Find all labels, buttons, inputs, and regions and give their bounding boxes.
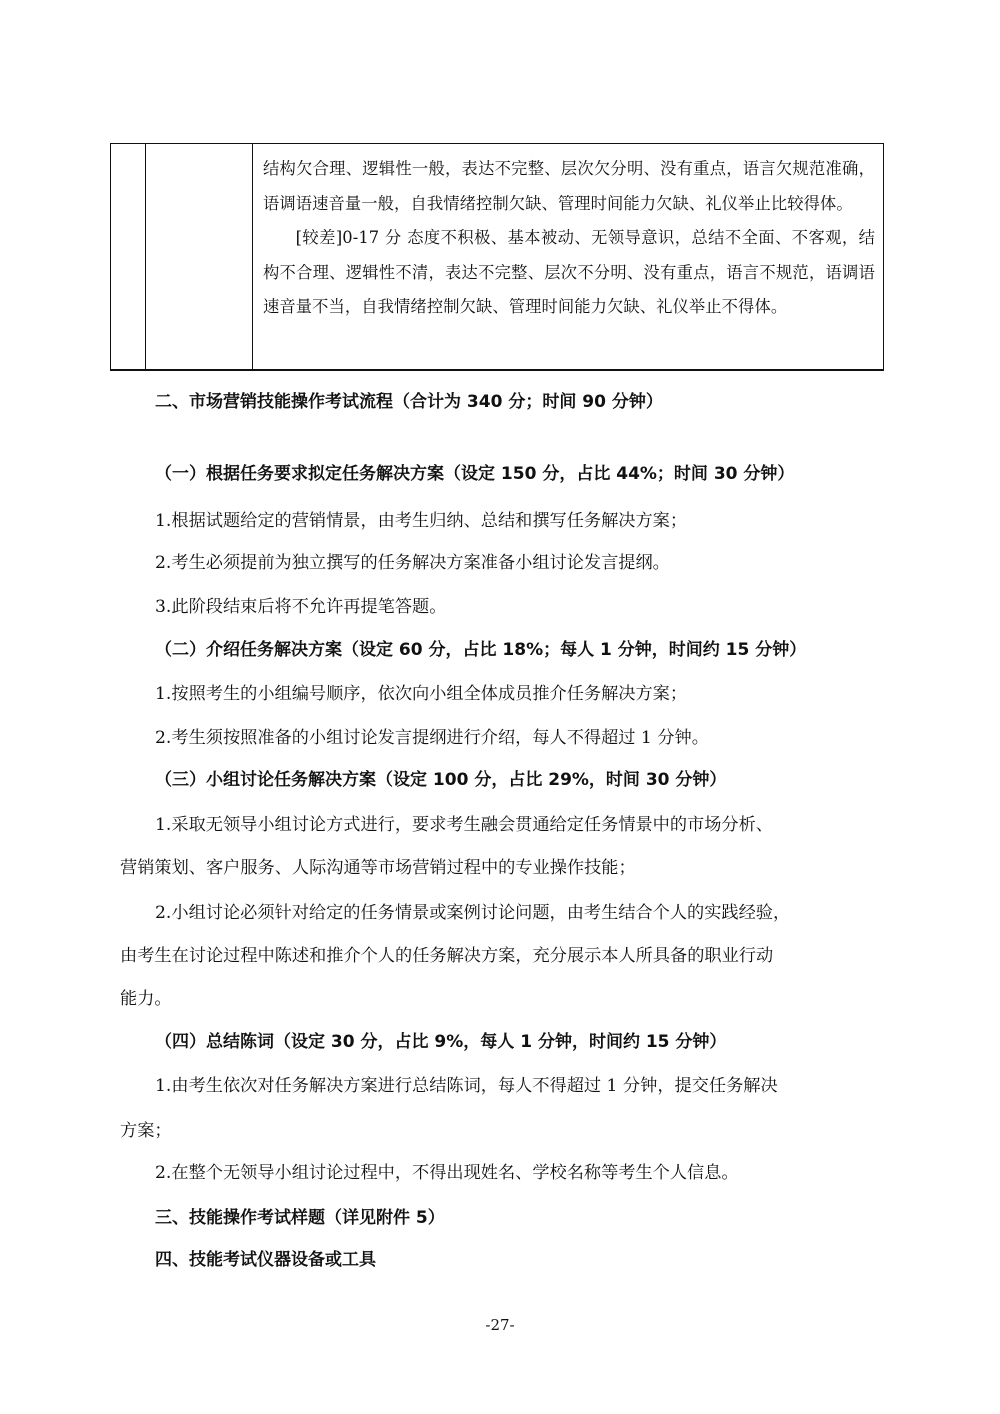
list-item: 1.根据试题给定的营销情景，由考生归纳、总结和撰写任务解决方案； — [155, 511, 688, 531]
rubric-cell — [263, 152, 875, 325]
section-3-heading: 三、技能操作考试样题（详见附件 5） — [155, 1208, 445, 1228]
table-column-divider — [145, 144, 146, 369]
table-column-divider — [252, 144, 253, 369]
list-item: 1.采取无领导小组讨论方式进行，要求考生融会贯通给定任务情景中的市场分析、 — [155, 815, 773, 835]
list-item: 3.此阶段结束后将不允许再提笔答题。 — [155, 597, 447, 617]
list-item: 1.由考生依次对任务解决方案进行总结陈词，每人不得超过 1 分钟，提交任务解决 — [155, 1076, 778, 1096]
part-2-heading: （二）介绍任务解决方案（设定 60 分，占比 18%；每人 1 分钟，时间约 15 分钟） — [155, 640, 807, 660]
part-4-heading: （四）总结陈词（设定 30 分，占比 9%，每人 1 分钟，时间约 15 分钟） — [155, 1032, 727, 1052]
list-item: 2.考生必须提前为独立撰写的任务解决方案准备小组讨论发言提纲。 — [155, 553, 670, 573]
rubric-text-fair: 结构欠合理、逻辑性一般，表达不完整、层次欠分明、没有重点，语言欠规范准确，语调语速音量一般，自我情绪控制欠缺、管理时间能力欠缺、礼仪举止比较得体。 — [263, 159, 875, 213]
part-3-heading: （三）小组讨论任务解决方案（设定 100 分，占比 29%，时间 30 分钟） — [155, 770, 727, 790]
section-2-heading: 二、市场营销技能操作考试流程（合计为 340 分；时间 90 分钟） — [155, 392, 663, 412]
list-item: 1.按照考生的小组编号顺序，依次向小组全体成员推介任务解决方案； — [155, 684, 688, 704]
list-item: 方案； — [120, 1121, 172, 1141]
list-item: 2.小组讨论必须针对给定的任务情景或案例讨论问题，由考生结合个人的实践经验， — [155, 903, 791, 923]
list-item: 2.在整个无领导小组讨论过程中，不得出现姓名、学校名称等考生个人信息。 — [155, 1163, 739, 1183]
rubric-text-poor: [较差]0-17 分 态度不积极、基本被动、无领导意识，总结不全面、不客观，结构不合理、逻辑性不清，表达不完整、层次不分明、没有重点，语言不规范，语调语速音量不当，自我情绪控制欠缺、管理时间能力欠缺、礼仪举止不得体。 — [263, 228, 875, 316]
list-item: 营销策划、客户服务、人际沟通等市场营销过程中的专业操作技能； — [120, 858, 636, 878]
list-item: 2.考生须按照准备的小组讨论发言提纲进行介绍，每人不得超过 1 分钟。 — [155, 728, 709, 748]
section-4-heading: 四、技能考试仪器设备或工具 — [155, 1250, 376, 1270]
list-item: 由考生在讨论过程中陈述和推介个人的任务解决方案，充分展示本人所具备的职业行动 — [120, 946, 774, 966]
part-1-heading: （一）根据任务要求拟定任务解决方案（设定 150 分，占比 44%；时间 30 分钟） — [155, 464, 795, 484]
page-number: -27- — [485, 1316, 515, 1334]
rubric-table — [110, 143, 884, 371]
list-item: 能力。 — [120, 989, 172, 1009]
